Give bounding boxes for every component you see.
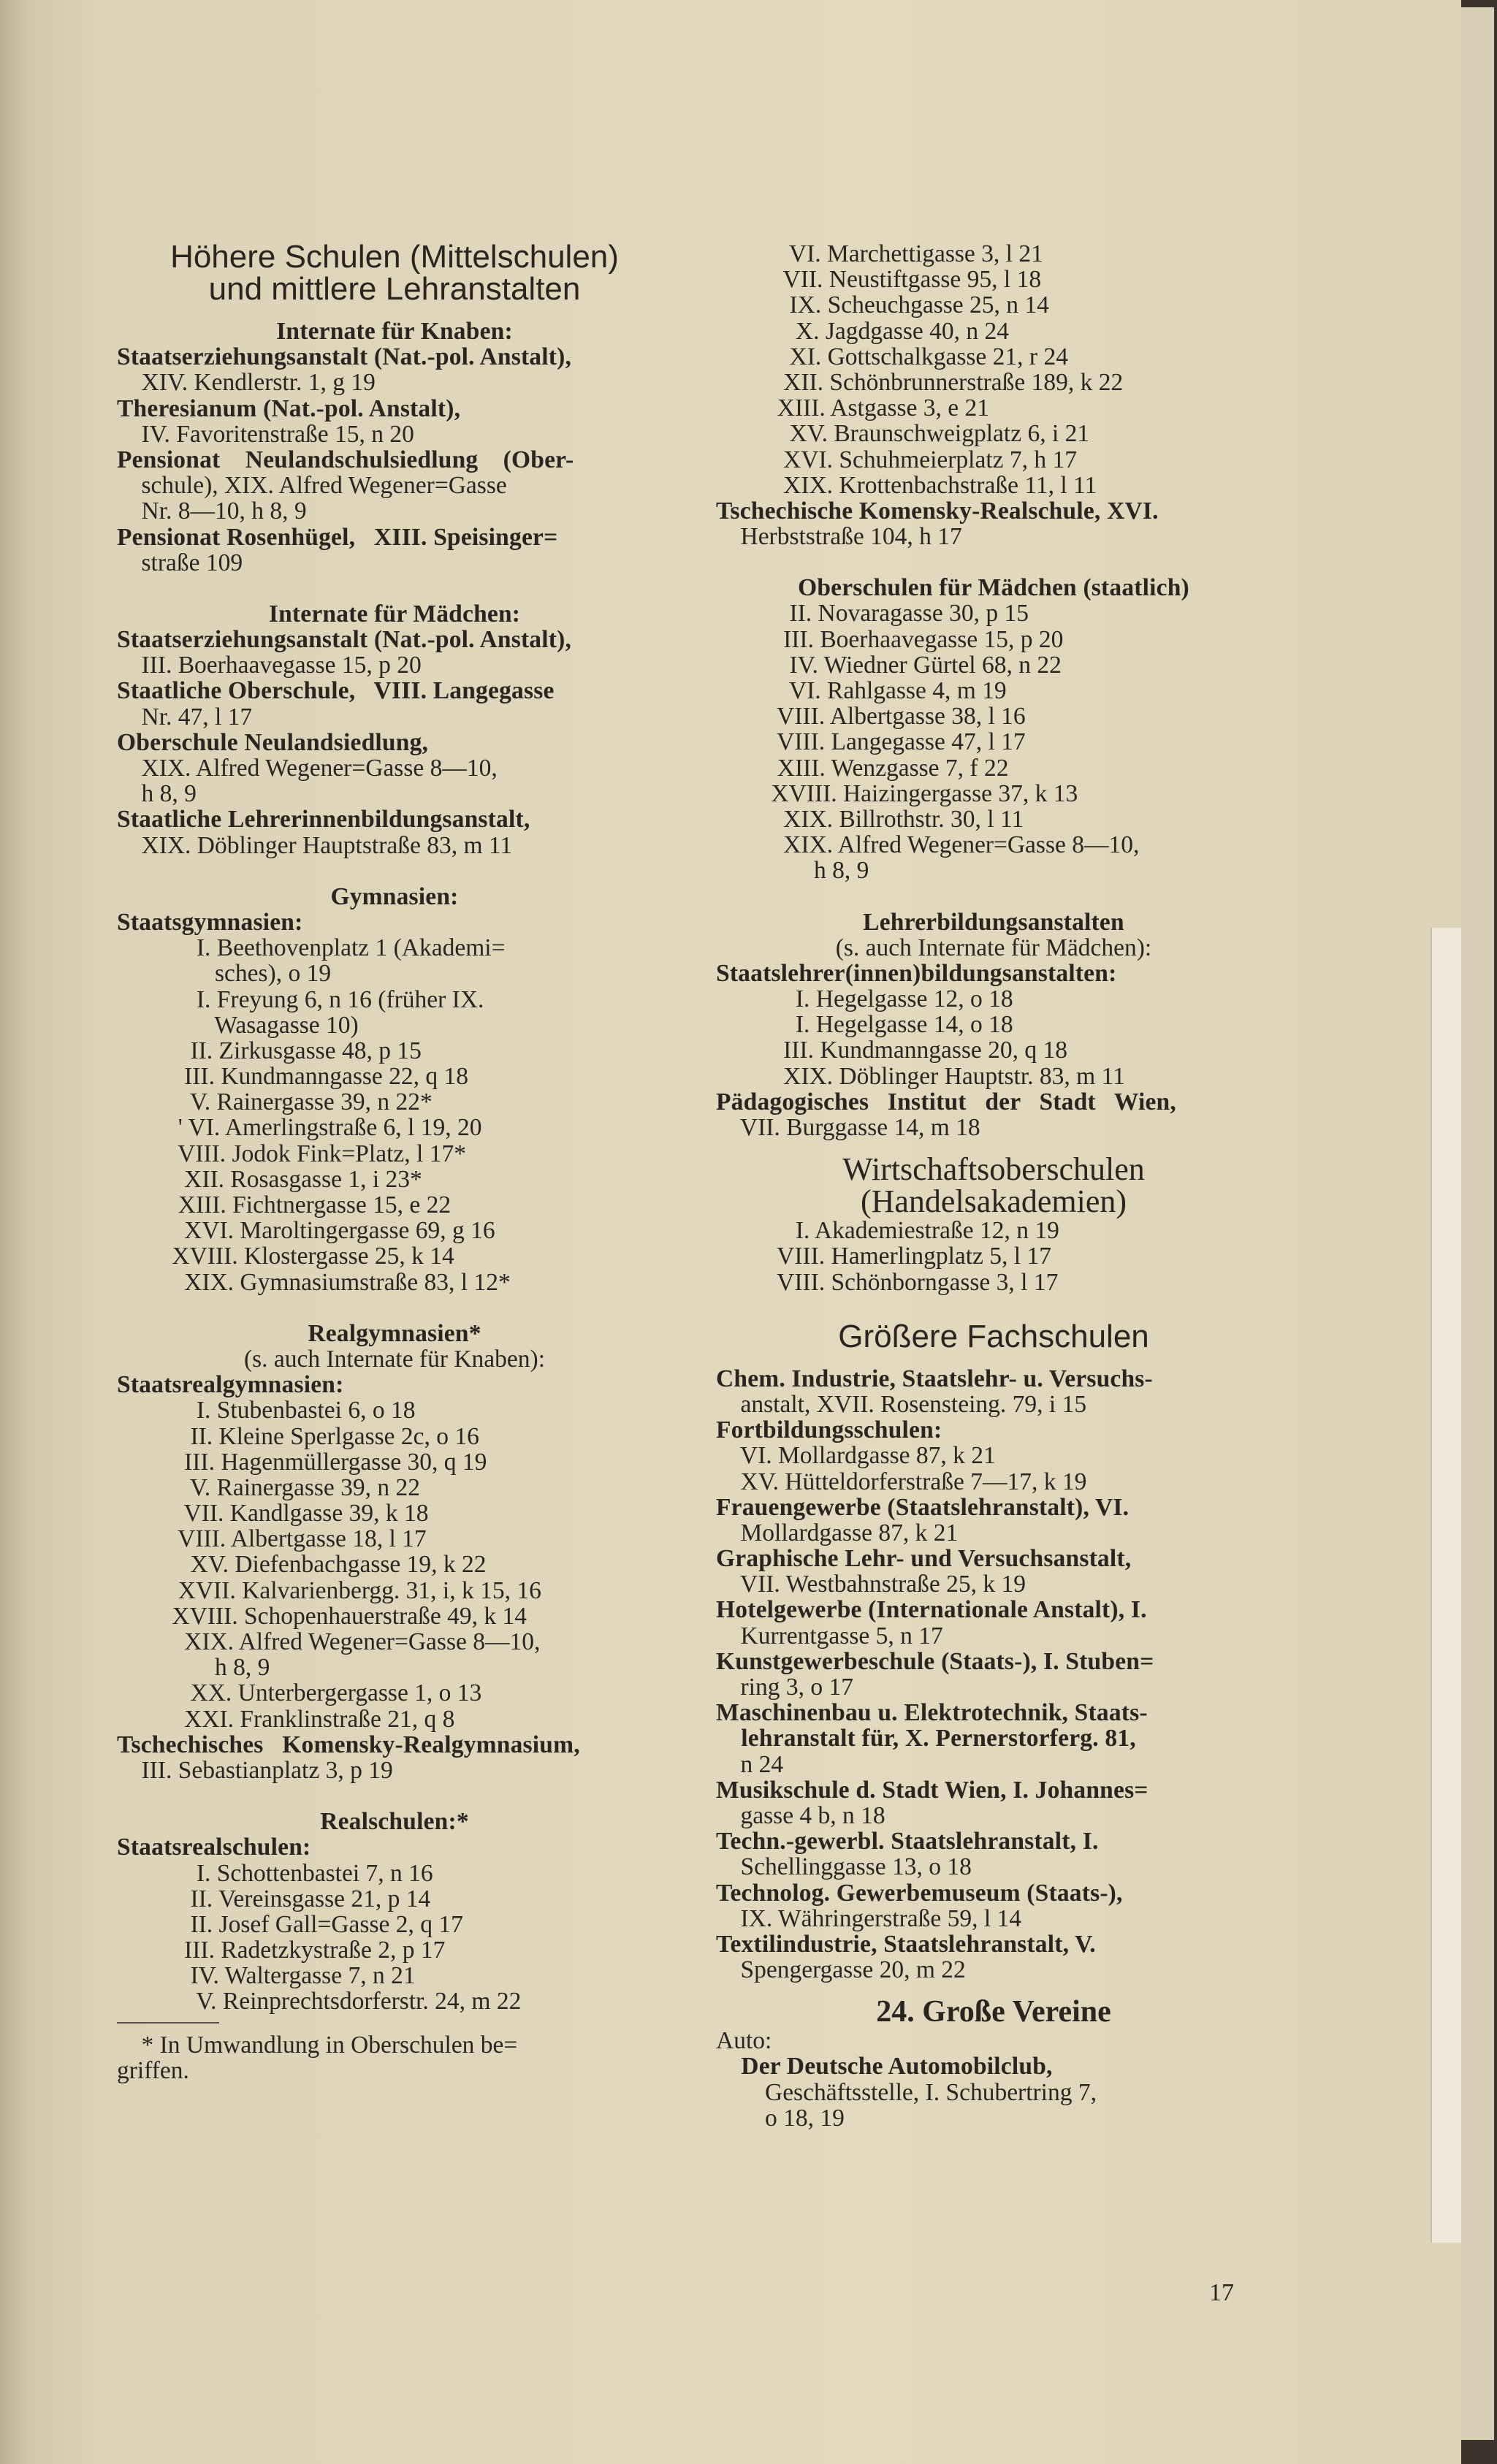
address-line: XVIII. Haizingergasse 37, k 13: [716, 779, 1078, 807]
address-line: XIII. Astgasse 3, e 21: [716, 394, 990, 422]
address-line: V. Rainergasse 39, n 22*: [117, 1088, 433, 1116]
address-line: o 18, 19: [716, 2104, 845, 2132]
address-line: XX. Unterbergergasse 1, o 13: [117, 1679, 482, 1707]
institution-name: Staatserziehungsanstalt (Nat.-pol. Anstalt),: [117, 626, 572, 654]
subsection-heading: Oberschulen für Mädchen (staatlich): [798, 574, 1189, 602]
address-line: XIX. Krottenbachstraße 11, l 11: [716, 471, 1097, 499]
address-line: Nr. 8—10, h 8, 9: [117, 497, 307, 525]
address-line: IV. Wiedner Gürtel 68, n 22: [716, 651, 1062, 679]
address-line: Herbststraße 104, h 17: [716, 523, 962, 551]
address-line: VIII. Hamerlingplatz 5, l 17: [716, 1243, 1051, 1270]
footnote-rule: [117, 2022, 219, 2024]
address-line: VII. Westbahnstraße 25, k 19: [716, 1571, 1026, 1598]
address-line: XV. Braunschweigplatz 6, i 21: [716, 420, 1090, 448]
address-line: h 8, 9: [716, 857, 869, 885]
address-line: IX. Währingerstraße 59, l 14: [716, 1904, 1022, 1932]
address-line: ' VI. Amerlingstraße 6, l 19, 20: [117, 1114, 482, 1142]
address-line: III. Boerhaavegasse 15, p 20: [117, 652, 422, 679]
institution-name: Staatslehrer(innen)bildungsanstalten:: [716, 959, 1117, 987]
institution-name: Pädagogisches Institut der Stadt Wien,: [716, 1088, 1176, 1115]
subsection-heading: Internate für Knaben:: [276, 318, 513, 345]
spacer: [117, 576, 672, 601]
address-line: IV. Waltergasse 7, n 21: [117, 1962, 416, 1990]
address-line: schule), XIX. Alfred Wegener=Gasse: [117, 472, 507, 500]
institution-name: Frauengewerbe (Staatslehranstalt), VI.: [716, 1493, 1130, 1521]
address-line: II. Novaragasse 30, p 15: [716, 600, 1029, 628]
right-column: [716, 241, 1271, 2131]
section-heading: und mittlere Lehranstalten: [208, 271, 581, 307]
address-line: III. Kundmanngasse 20, q 18: [716, 1037, 1068, 1064]
institution-name: Musikschule d. Stadt Wien, I. Johannes=: [716, 1776, 1149, 1804]
address-line: X. Jagdgasse 40, n 24: [716, 317, 1010, 345]
institution-name: Kunstgewerbeschule (Staats-), I. Stuben=: [716, 1647, 1154, 1675]
institution-name: Hotelgewerbe (Internationale Anstalt), I.: [716, 1596, 1147, 1624]
institution-name: Maschinenbau u. Elektrotechnik, Staats-: [716, 1699, 1148, 1727]
address-line: XIX. Gymnasiumstraße 83, l 12*: [117, 1268, 511, 1296]
address-line: IX. Scheuchgasse 25, n 14: [716, 291, 1049, 319]
address-line: XIX. Alfred Wegener=Gasse 8—10,: [716, 831, 1140, 859]
address-line: III. Boerhaavegasse 15, p 20: [716, 625, 1064, 653]
centered-line: (s. auch Internate für Mädchen):: [835, 934, 1152, 961]
institution-name: Staatsgymnasien:: [117, 908, 303, 936]
institution-name: Tschechisches Komensky-Realgymnasium,: [117, 1731, 580, 1758]
address-line: griffen.: [117, 2056, 189, 2084]
spacer: [716, 1295, 1271, 1321]
address-line: XIX. Billrothstr. 30, l 11: [716, 805, 1024, 833]
address-line: gasse 4 b, n 18: [716, 1801, 885, 1829]
address-line: Spengergasse 20, m 22: [716, 1956, 966, 1984]
address-line: IV. Favoritenstraße 15, n 20: [117, 420, 414, 448]
section-heading: Wirtschaftsoberschulen: [842, 1151, 1145, 1188]
address-line: VI. Mollardgasse 87, k 21: [716, 1442, 996, 1470]
address-line: XIII. Wenzgasse 7, f 22: [716, 754, 1009, 782]
address-line: III. Radetzkystraße 2, p 17: [117, 1937, 446, 1964]
address-line: III. Hagenmüllergasse 30, q 19: [117, 1448, 487, 1476]
institution-name: Der Deutsche Automobilclub,: [716, 2053, 1053, 2080]
address-line: straße 109: [117, 549, 243, 576]
address-line: Nr. 47, l 17: [117, 703, 253, 731]
institution-name: Staatliche Oberschule, VIII. Langegasse: [117, 677, 555, 705]
address-line: XV. Diefenbachgasse 19, k 22: [117, 1551, 487, 1579]
address-line: Mollardgasse 87, k 21: [716, 1519, 959, 1546]
address-line: XI. Gottschalkgasse 21, r 24: [716, 343, 1068, 370]
address-line: XIX. Alfred Wegener=Gasse 8—10,: [117, 755, 498, 782]
address-line: Kurrentgasse 5, n 17: [716, 1622, 943, 1649]
address-line: ring 3, o 17: [716, 1674, 853, 1701]
institution-name: lehranstalt für, X. Pernerstorferg. 81,: [716, 1725, 1136, 1752]
address-line: anstalt, XVII. Rosensteing. 79, i 15: [716, 1390, 1087, 1418]
address-line: II. Josef Gall=Gasse 2, q 17: [117, 1910, 463, 1938]
institution-name: Pensionat Neulandschulsiedlung (Ober-: [117, 446, 574, 473]
institution-name: Technolog. Gewerbemuseum (Staats-),: [716, 1879, 1123, 1907]
address-line: h 8, 9: [117, 1654, 270, 1682]
institution-name: Graphische Lehr- und Versuchsanstalt,: [716, 1545, 1132, 1573]
address-line: XXI. Franklinstraße 21, q 8: [117, 1705, 455, 1733]
institution-name: Techn.-gewerbl. Staatslehranstalt, I.: [716, 1828, 1099, 1855]
institution-name: Staatserziehungsanstalt (Nat.-pol. Anstalt),: [117, 343, 572, 371]
spacer: [117, 1783, 672, 1809]
address-line: VIII. Schönborngasse 3, l 17: [716, 1268, 1059, 1296]
institution-name: Staatsrealgymnasien:: [117, 1371, 344, 1399]
inserted-slip-edge: [1431, 928, 1461, 2243]
left-column: [117, 241, 672, 2083]
address-line: I. Akademiestraße 12, n 19: [716, 1217, 1059, 1245]
address-line: VII. Burggasse 14, m 18: [716, 1114, 980, 1141]
spacer: [117, 858, 672, 884]
institution-name: Pensionat Rosenhügel, XIII. Speisinger=: [117, 523, 558, 551]
address-line: I. Hegelgasse 14, o 18: [716, 1011, 1013, 1039]
address-line: VII. Kandlgasse 39, k 18: [117, 1500, 429, 1527]
centered-line: (s. auch Internate für Knaben):: [243, 1345, 546, 1373]
address-line: sches), o 19: [117, 960, 332, 988]
address-line: VIII. Langegasse 47, l 17: [716, 728, 1026, 756]
address-line: II. Zirkusgasse 48, p 15: [117, 1037, 422, 1064]
address-line: n 24: [716, 1750, 784, 1778]
address-line: VI. Rahlgasse 4, m 19: [716, 677, 1007, 704]
address-line: XVII. Kalvarienbergg. 31, i, k 15, 16: [117, 1576, 541, 1604]
spacer: [117, 305, 672, 319]
address-line: Wasagasse 10): [117, 1011, 359, 1039]
address-line: XVIII. Klostergasse 25, k 14: [117, 1243, 454, 1270]
address-line: VIII. Jodok Fink=Platz, l 17*: [117, 1140, 466, 1167]
section-heading: 24. Große Vereine: [876, 1995, 1111, 2029]
address-line: XVIII. Schopenhauerstraße 49, k 14: [117, 1602, 527, 1630]
address-line: III. Kundmanngasse 22, q 18: [117, 1063, 469, 1091]
address-line: XVI. Maroltingergasse 69, g 16: [117, 1217, 495, 1245]
section-heading: (Handelsakademien): [860, 1183, 1127, 1220]
address-line: II. Vereinsgasse 21, p 14: [117, 1885, 431, 1912]
address-line: III. Sebastianplatz 3, p 19: [117, 1756, 393, 1784]
address-line: Geschäftsstelle, I. Schubertring 7,: [716, 2078, 1097, 2106]
address-line: V. Rainergasse 39, n 22: [117, 1473, 421, 1501]
address-line: Schellinggasse 13, o 18: [716, 1853, 972, 1881]
subsection-heading: Realschulen:*: [320, 1808, 469, 1836]
institution-name: Theresianum (Nat.-pol. Anstalt),: [117, 394, 461, 422]
address-line: I. Schottenbastei 7, n 16: [117, 1859, 433, 1887]
address-line: XII. Rosasgasse 1, i 23*: [117, 1165, 422, 1193]
address-line: XIX. Alfred Wegener=Gasse 8—10,: [117, 1628, 541, 1655]
address-line: Auto:: [716, 2027, 772, 2055]
address-line: I. Hegelgasse 12, o 18: [716, 985, 1013, 1013]
institution-name: Oberschule Neulandsiedlung,: [117, 728, 429, 756]
page-number: 17: [1209, 2279, 1234, 2306]
institution-name: Fortbildungsschulen:: [716, 1416, 942, 1444]
spacer: [117, 1295, 672, 1321]
address-line: XV. Hütteldorferstraße 7—17, k 19: [716, 1468, 1087, 1495]
address-line: II. Kleine Sperlgasse 2c, o 16: [117, 1422, 479, 1450]
address-line: VIII. Albertgasse 18, l 17: [117, 1525, 427, 1553]
address-line: I. Beethovenplatz 1 (Akademi=: [117, 934, 506, 962]
institution-name: Tschechische Komensky-Realschule, XVI.: [716, 497, 1159, 525]
address-line: XII. Schönbrunnerstraße 189, k 22: [716, 368, 1124, 396]
subsection-heading: Lehrerbildungsanstalten: [863, 908, 1124, 936]
address-line: XIX. Döblinger Hauptstr. 83, m 11: [716, 1062, 1125, 1090]
address-line: h 8, 9: [117, 780, 197, 808]
spacer: [716, 884, 1271, 909]
section-heading: Höhere Schulen (Mittelschulen): [170, 239, 619, 275]
institution-name: Textilindustrie, Staatslehranstalt, V.: [716, 1930, 1096, 1958]
address-line: I. Stubenbastei 6, o 18: [117, 1397, 416, 1424]
institution-name: Staatsrealschulen:: [117, 1834, 311, 1861]
spacer: [716, 1983, 1271, 1996]
address-line: VI. Marchettigasse 3, l 21: [716, 240, 1043, 267]
address-line: XIX. Döblinger Hauptstraße 83, m 11: [117, 831, 513, 859]
address-line: I. Freyung 6, n 16 (früher IX.: [117, 985, 484, 1013]
address-line: XIV. Kendlerstr. 1, g 19: [117, 369, 376, 397]
institution-name: Chem. Industrie, Staatslehr- u. Versuchs-: [716, 1365, 1153, 1392]
address-line: XVI. Schuhmeierplatz 7, h 17: [716, 446, 1078, 473]
spacer: [716, 549, 1271, 575]
subsection-heading: Internate für Mädchen:: [268, 600, 521, 628]
institution-name: Staatliche Lehrerinnenbildungsanstalt,: [117, 806, 530, 834]
address-line: * In Umwandlung in Oberschulen be=: [117, 2031, 518, 2059]
address-line: VIII. Albertgasse 38, l 16: [716, 703, 1026, 731]
address-line: XIII. Fichtnergasse 15, e 22: [117, 1191, 452, 1218]
section-heading: Größere Fachschulen: [838, 1318, 1149, 1354]
address-line: VII. Neustiftgasse 95, l 18: [716, 266, 1042, 294]
spacer: [716, 1353, 1271, 1366]
address-line: V. Reinprechtsdorferstr. 24, m 22: [117, 1988, 522, 2015]
subsection-heading: Gymnasien:: [330, 882, 459, 910]
subsection-heading: Realgymnasien*: [308, 1319, 481, 1347]
